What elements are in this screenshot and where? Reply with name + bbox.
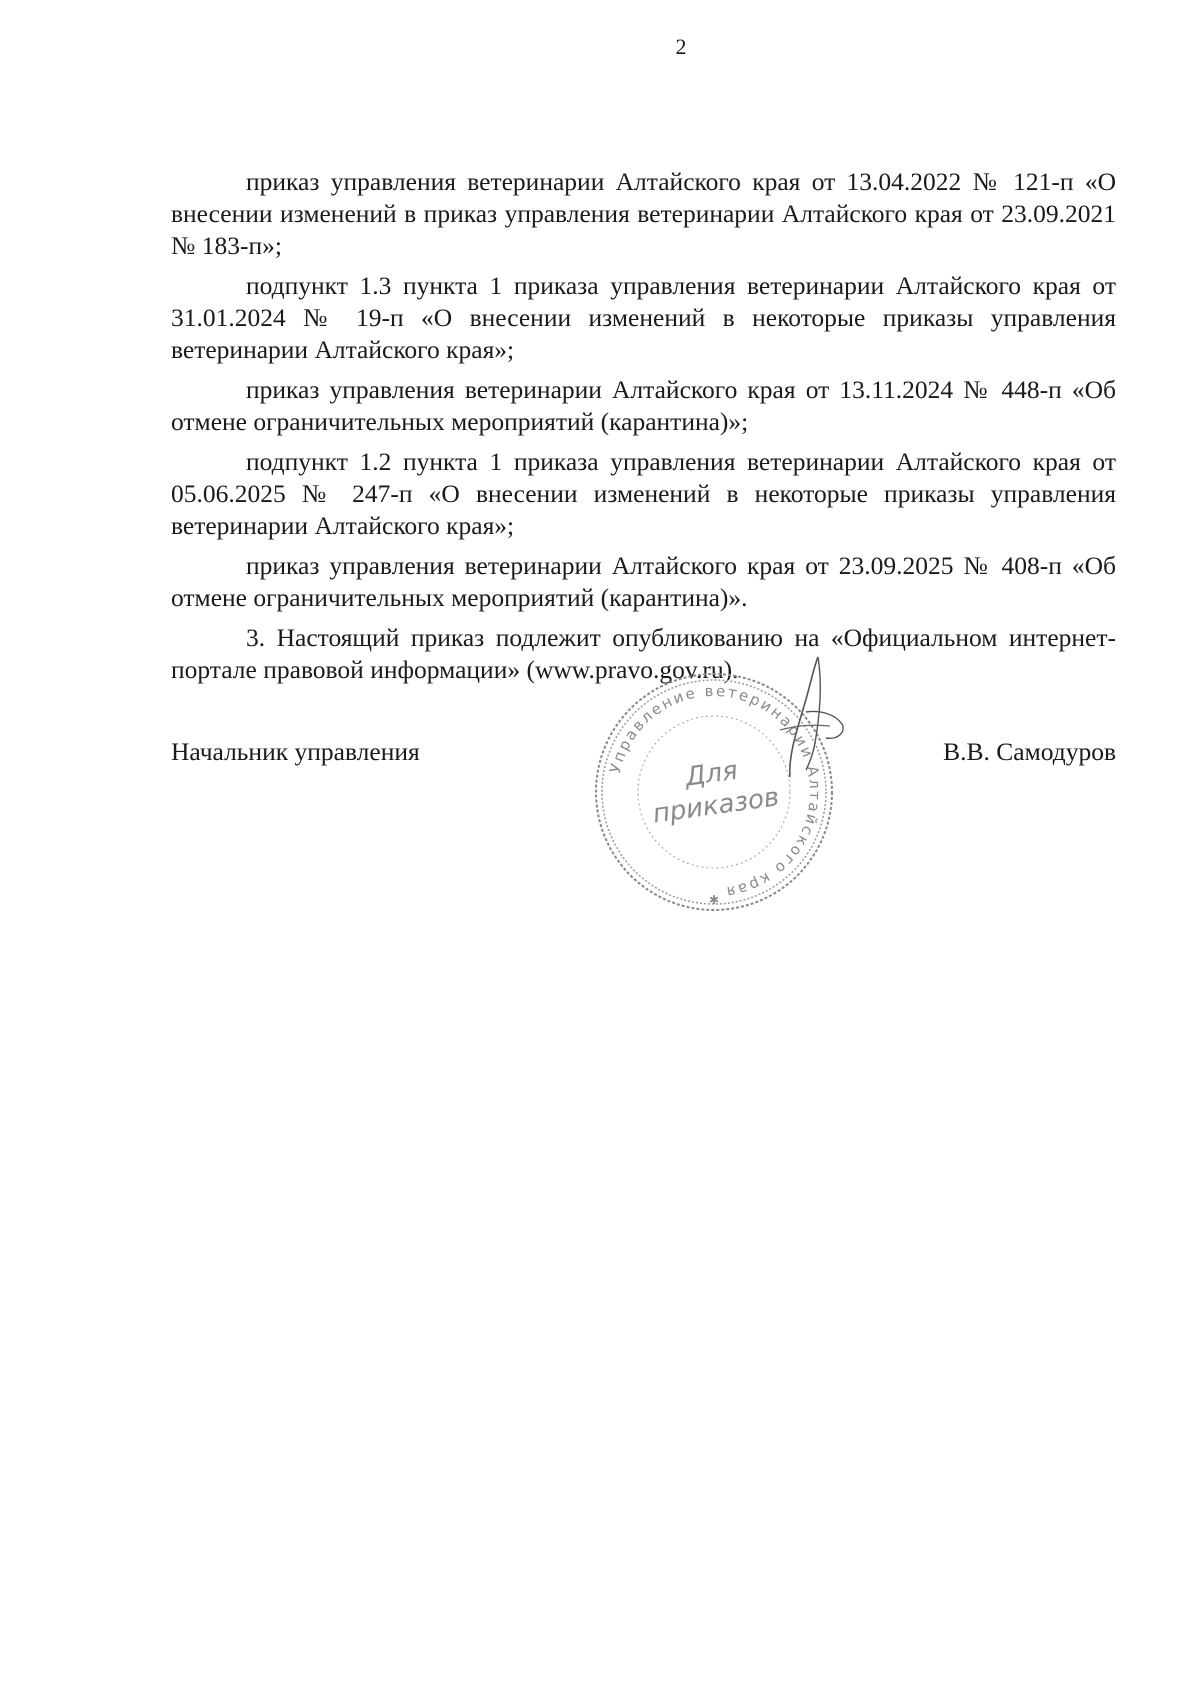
paragraph: приказ управления ветеринарии Алтайского края от 13.11.2024 № 448-п «Об отмене ограничительных мероприятий (карантина)»; (171, 375, 1116, 436)
stamp-center-line-2: приказов (650, 782, 781, 830)
signatory-name: В.В. Самодуров (943, 737, 1116, 766)
paragraph: приказ управления ветеринарии Алтайского края от 23.09.2025 № 408-п «Об отмене ограничительных мероприятий (карантина)». (171, 551, 1116, 612)
body-text (171, 166, 1116, 694)
paragraph: подпункт 1.2 пункта 1 приказа управления ветеринарии Алтайского края от 05.06.2025 № 247-п «О внесении изменений в некоторые приказы управления ветеринарии Алтайского края»; (171, 447, 1116, 540)
stamp-star-icon: ✱ (708, 893, 720, 907)
signatory-position: Начальник управления (171, 737, 420, 766)
page-number: 2 (675, 34, 687, 59)
paragraph: 3. Настоящий приказ подлежит опубликованию на «Официальном интернет-портале правовой информации» (www.pravo.gov.ru). (171, 623, 1116, 684)
stamp-ring-text: Управление ветеринарии Алтайского края (605, 681, 825, 902)
paragraph: приказ управления ветеринарии Алтайского края от 13.04.2022 № 121-п «О внесении изменений в приказ управления ветеринарии Алтайского края от 23.09.2021 № 183-п»; (171, 167, 1116, 260)
stamp-center-line-1: Для (683, 755, 740, 793)
handwritten-signature (760, 652, 850, 782)
paragraph: подпункт 1.3 пункта 1 приказа управления ветеринарии Алтайского края от 31.01.2024 № 19-п «О внесении изменений в некоторые приказы управления ветеринарии Алтайского края»; (171, 271, 1116, 364)
